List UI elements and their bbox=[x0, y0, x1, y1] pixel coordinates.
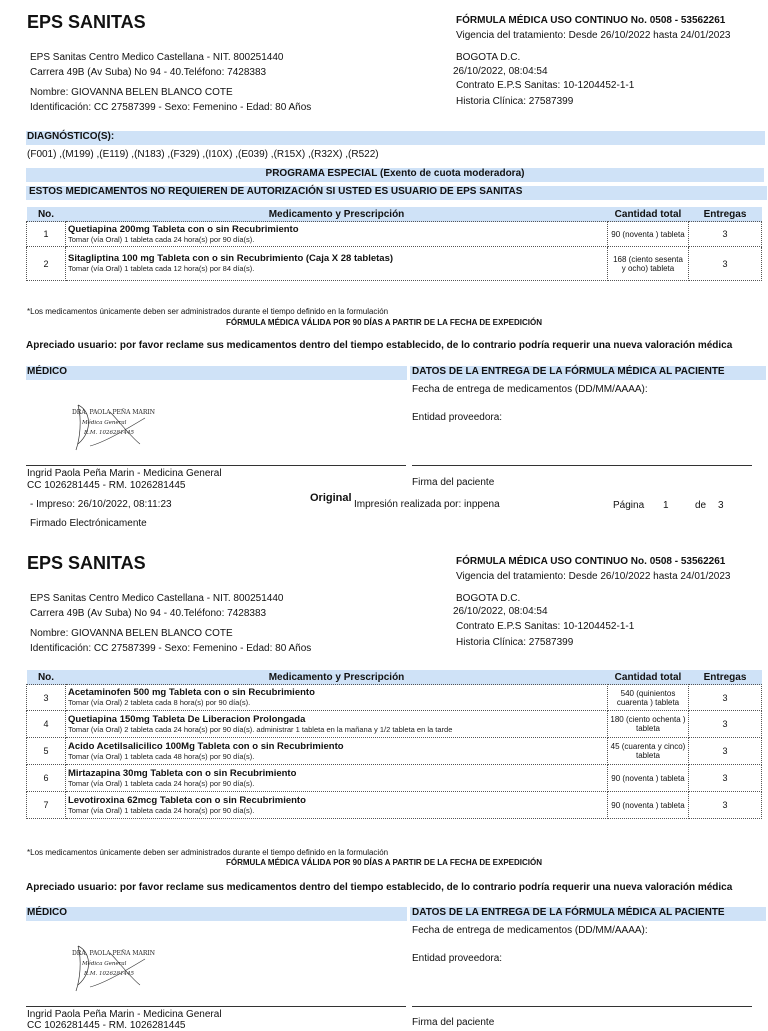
delivery-date-field: Fecha de entrega de medicamentos (DD/MM/AAAA): bbox=[412, 384, 648, 395]
doctor-name: Ingrid Paola Peña Marin - Medicina General bbox=[27, 1009, 222, 1020]
col-medication: Medicamento y Prescripción bbox=[66, 207, 608, 222]
diagnostics-label: DIAGNÓSTICO(S): bbox=[27, 131, 115, 142]
delivery-band bbox=[410, 907, 766, 921]
col-no: No. bbox=[27, 207, 66, 222]
doctor-id: CC 1026281445 - RM. 1026281445 bbox=[27, 480, 186, 491]
page-total: 3 bbox=[718, 500, 724, 511]
medications-table bbox=[26, 670, 762, 819]
delivery-date-field: Fecha de entrega de medicamentos (DD/MM/AAAA): bbox=[412, 925, 648, 936]
doctor-signature bbox=[70, 400, 160, 452]
col-quantity: Cantidad total bbox=[608, 670, 689, 685]
table-row bbox=[27, 222, 762, 247]
patient-signature-label: Firma del paciente bbox=[412, 1017, 495, 1028]
admin-note: *Los medicamentos únicamente deben ser administrados durante el tiempo definido en la formulación bbox=[27, 848, 389, 857]
med-cell bbox=[66, 222, 608, 247]
appreciation-note: Apreciado usuario: por favor reclame sus medicamentos dentro del tiempo establecido, de lo contrario podría requerir una nueva valoración médica bbox=[26, 882, 733, 893]
contract: Contrato E.P.S Sanitas: 10-1204452-1-1 bbox=[456, 621, 635, 632]
col-quantity: Cantidad total bbox=[608, 207, 689, 222]
medico-band bbox=[26, 366, 407, 380]
med-prescription: Tomar (vía Oral) 1 tableta cada 24 hora(s) por 90 día(s). bbox=[68, 805, 255, 815]
formula-title: FÓRMULA MÉDICA USO CONTINUO No. 0508 - 53562261 bbox=[456, 556, 726, 567]
med-deliveries: 3 bbox=[689, 738, 762, 765]
med-name: Mirtazapina 30mg Tableta con o sin Recubrimiento bbox=[68, 767, 297, 779]
brand-title: EPS SANITAS bbox=[27, 12, 146, 32]
med-cell bbox=[66, 247, 608, 281]
med-deliveries: 3 bbox=[689, 711, 762, 738]
delivery-label: DATOS DE LA ENTREGA DE LA FÓRMULA MÉDICA AL PACIENTE bbox=[412, 366, 725, 377]
med-prescription: Tomar (vía Oral) 1 tableta cada 24 hora(s) por 90 día(s). bbox=[68, 778, 255, 788]
med-cell bbox=[66, 765, 608, 792]
med-quantity: 90 (noventa ) tableta bbox=[608, 765, 689, 792]
provider-field: Entidad proveedora: bbox=[412, 412, 503, 423]
med-cell bbox=[66, 711, 608, 738]
col-no: No. bbox=[27, 670, 66, 685]
signature-line: DRA. PAOLA PEÑA MARIN bbox=[72, 409, 155, 416]
med-cell bbox=[66, 685, 608, 711]
patient-signature-label: Firma del paciente bbox=[412, 477, 495, 488]
page-label: Página bbox=[613, 500, 645, 511]
clinical-history: Historia Clínica: 27587399 bbox=[456, 96, 574, 107]
med-deliveries: 3 bbox=[689, 247, 762, 281]
med-cell bbox=[66, 738, 608, 765]
med-quantity: 90 (noventa ) tableta bbox=[608, 222, 689, 247]
med-name: Sitagliptina 100 mg Tableta con o sin Recubrimiento (Caja X 28 tabletas) bbox=[68, 253, 394, 264]
medico-band bbox=[26, 907, 407, 921]
med-no: 2 bbox=[27, 247, 66, 281]
doctor-id: CC 1026281445 - RM. 1026281445 bbox=[27, 1020, 186, 1031]
patient-identification: Identificación: CC 27587399 - Sexo: Femenino - Edad: 80 Años bbox=[30, 643, 312, 654]
vigencia: Vigencia del tratamiento: Desde 26/10/2022 hasta 24/01/2023 bbox=[456, 571, 731, 582]
city: BOGOTA D.C. bbox=[456, 593, 521, 604]
medications-table bbox=[26, 207, 762, 281]
med-prescription: Tomar (vía Oral) 2 tableta cada 24 hora(s) por 90 día(s). administrar 1 tableta en la mañana y 1/2 tableta en la tarde bbox=[68, 724, 453, 734]
authorization-band bbox=[26, 186, 767, 200]
formula-title: FÓRMULA MÉDICA USO CONTINUO No. 0508 - 53562261 bbox=[456, 15, 726, 26]
col-deliveries: Entregas bbox=[689, 207, 762, 222]
med-quantity: 90 (noventa ) tableta bbox=[608, 792, 689, 819]
printed-by: Impresión realizada por: inppena bbox=[354, 499, 500, 510]
table-row bbox=[27, 792, 762, 819]
doctor-name: Ingrid Paola Peña Marin - Medicina General bbox=[27, 468, 222, 479]
delivery-label: DATOS DE LA ENTREGA DE LA FÓRMULA MÉDICA AL PACIENTE bbox=[412, 907, 725, 918]
med-no: 5 bbox=[27, 738, 66, 765]
med-quantity: 540 (quinientos cuarenta ) tableta bbox=[608, 685, 689, 711]
med-no: 7 bbox=[27, 792, 66, 819]
med-deliveries: 3 bbox=[689, 685, 762, 711]
table-row bbox=[27, 685, 762, 711]
original-mark: Original bbox=[310, 492, 352, 504]
patient-name: Nombre: GIOVANNA BELEN BLANCO COTE bbox=[30, 628, 233, 639]
med-name: Quetiapina 200mg Tableta con o sin Recubrimiento bbox=[68, 223, 299, 235]
med-prescription: Tomar (vía Oral) 1 tableta cada 48 hora(s) por 90 día(s). bbox=[68, 751, 255, 761]
med-name: Acido Acetilsalicilico 100Mg Tableta con o sin Recubrimiento bbox=[68, 740, 344, 752]
col-deliveries: Entregas bbox=[689, 670, 762, 685]
contract: Contrato E.P.S Sanitas: 10-1204452-1-1 bbox=[456, 80, 635, 91]
med-name: Acetaminofen 500 mg Tableta con o sin Recubrimiento bbox=[68, 687, 315, 698]
col-medication: Medicamento y Prescripción bbox=[66, 670, 608, 685]
doctor-signature bbox=[70, 941, 160, 993]
med-deliveries: 3 bbox=[689, 222, 762, 247]
medico-label: MÉDICO bbox=[27, 907, 67, 918]
med-quantity: 45 (cuarenta y cinco) tableta bbox=[608, 738, 689, 765]
table-row bbox=[27, 738, 762, 765]
med-name: Quetiapina 150mg Tableta De Liberacion Prolongada bbox=[68, 713, 306, 725]
signature-line: R.M. 1026281445 bbox=[84, 971, 135, 977]
brand-title: EPS SANITAS bbox=[27, 553, 146, 573]
med-no: 3 bbox=[27, 685, 66, 711]
med-prescription: Tomar (vía Oral) 2 tableta cada 8 hora(s) por 90 día(s). bbox=[68, 698, 251, 707]
med-prescription: Tomar (vía Oral) 1 tableta cada 24 hora(s) por 90 día(s). bbox=[68, 234, 255, 244]
center-info: EPS Sanitas Centro Medico Castellana - NIT. 800251440 bbox=[30, 52, 284, 63]
med-no: 4 bbox=[27, 711, 66, 738]
address-info: Carrera 49B (Av Suba) No 94 - 40.Teléfono: 7428383 bbox=[30, 67, 267, 78]
med-name: Levotiroxina 62mcg Tableta con o sin Recubrimiento bbox=[68, 794, 306, 806]
table-row bbox=[27, 247, 762, 281]
table-row bbox=[27, 711, 762, 738]
page-of: de bbox=[695, 500, 707, 511]
appreciation-note: Apreciado usuario: por favor reclame sus medicamentos dentro del tiempo establecido, de lo contrario podría requerir una nueva valoración médica bbox=[26, 340, 733, 351]
page-number: 1 bbox=[663, 500, 669, 511]
admin-note: *Los medicamentos únicamente deben ser administrados durante el tiempo definido en la formulación bbox=[27, 307, 389, 316]
signature-line: R.M. 1026281445 bbox=[84, 430, 135, 436]
issue-datetime: 26/10/2022, 08:04:54 bbox=[453, 66, 548, 77]
patient-identification: Identificación: CC 27587399 - Sexo: Femenino - Edad: 80 Años bbox=[30, 102, 312, 113]
patient-name: Nombre: GIOVANNA BELEN BLANCO COTE bbox=[30, 87, 233, 98]
diagnostics-header bbox=[26, 131, 765, 145]
delivery-band bbox=[410, 366, 766, 380]
city: BOGOTA D.C. bbox=[456, 52, 521, 63]
med-quantity: 180 (ciento ochenta ) tableta bbox=[608, 711, 689, 738]
med-deliveries: 3 bbox=[689, 792, 762, 819]
medico-label: MÉDICO bbox=[27, 366, 67, 377]
diagnostics-codes: (F001) ,(M199) ,(E119) ,(N183) ,(F329) ,(I10X) ,(E039) ,(R15X) ,(R32X) ,(R522) bbox=[27, 149, 379, 160]
clinical-history: Historia Clínica: 27587399 bbox=[456, 637, 574, 648]
validity-note: FÓRMULA MÉDICA VÁLIDA POR 90 DÍAS A PARTIR DE LA FECHA DE EXPEDICIÓN bbox=[225, 858, 542, 867]
med-prescription: Tomar (vía Oral) 1 tableta cada 12 hora(s) por 84 día(s). bbox=[68, 264, 255, 273]
med-deliveries: 3 bbox=[689, 765, 762, 792]
validity-note: FÓRMULA MÉDICA VÁLIDA POR 90 DÍAS A PARTIR DE LA FECHA DE EXPEDICIÓN bbox=[225, 318, 542, 327]
table-row bbox=[27, 765, 762, 792]
provider-field: Entidad proveedora: bbox=[412, 953, 503, 964]
signature-line: Médica General bbox=[82, 420, 127, 426]
med-no: 6 bbox=[27, 765, 66, 792]
vigencia: Vigencia del tratamiento: Desde 26/10/2022 hasta 24/01/2023 bbox=[456, 30, 731, 41]
med-cell bbox=[66, 792, 608, 819]
med-quantity: 168 (ciento sesenta y ocho) tableta bbox=[608, 247, 689, 281]
authorization-label: ESTOS MEDICAMENTOS NO REQUIEREN DE AUTORIZACIÓN SI USTED ES USUARIO DE EPS SANITAS bbox=[29, 186, 523, 197]
center-info: EPS Sanitas Centro Medico Castellana - NIT. 800251440 bbox=[30, 593, 284, 604]
signature-line: Médica General bbox=[82, 961, 127, 967]
signature-line: DRA. PAOLA PEÑA MARIN bbox=[72, 950, 155, 957]
signed-electronically: Firmado Electrónicamente bbox=[30, 518, 147, 529]
program-label: PROGRAMA ESPECIAL (Exento de cuota moderadora) bbox=[265, 168, 525, 179]
issue-datetime: 26/10/2022, 08:04:54 bbox=[453, 606, 548, 617]
address-info: Carrera 49B (Av Suba) No 94 - 40.Teléfono: 7428383 bbox=[30, 608, 267, 619]
med-no: 1 bbox=[27, 222, 66, 247]
printed-date: - Impreso: 26/10/2022, 08:11:23 bbox=[30, 499, 172, 510]
program-band bbox=[26, 168, 764, 182]
